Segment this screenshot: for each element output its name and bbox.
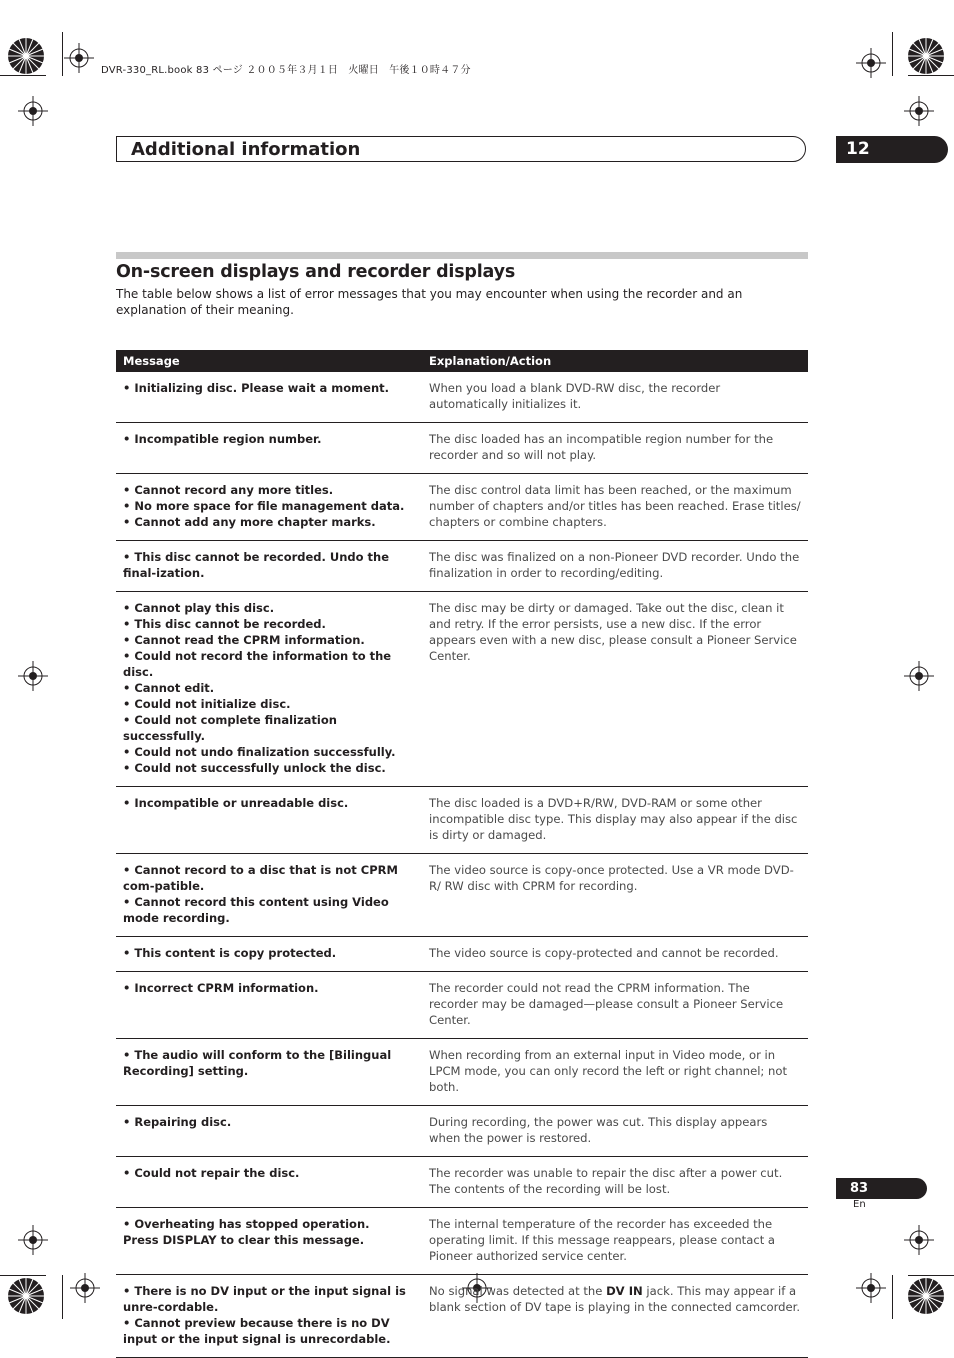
crop-line bbox=[0, 75, 46, 76]
message-line: • Incompatible region number. bbox=[123, 432, 322, 446]
dv-in-jack-label: DV IN bbox=[606, 1284, 643, 1298]
message-line: • Could not repair the disc. bbox=[123, 1166, 300, 1180]
table-row bbox=[116, 854, 808, 937]
message-line: • No more space for file management data. bbox=[123, 499, 405, 513]
message-line: • Cannot read the CPRM information. bbox=[123, 633, 365, 647]
crop-line bbox=[908, 1275, 954, 1276]
message-line: Press DISPLAY to clear this message. bbox=[123, 1233, 365, 1247]
explanation-cell: The disc control data limit has been reached, or the maximum number of chapters and/or titles has been reached. Erase titles/ chapters or combine chapters. bbox=[422, 474, 808, 541]
table-row bbox=[116, 1106, 808, 1157]
message-line: • Could not complete finalization successfully. bbox=[123, 713, 337, 743]
message-line: • Could not successfully unlock the disc. bbox=[123, 761, 386, 775]
explanation-cell: When you load a blank DVD-RW disc, the recorder automatically initializes it. bbox=[422, 372, 808, 423]
crosshair-target-top-right bbox=[856, 48, 886, 78]
message-cell bbox=[116, 1039, 422, 1106]
explanation-cell: The recorder could not read the CPRM information. The recorder may be damaged—please consult a Pioneer Service Center. bbox=[422, 972, 808, 1039]
explanation-text: jack. This may appear if a blank section of DV tape is playing in the connected camcorder. bbox=[429, 1284, 801, 1314]
running-header bbox=[116, 136, 806, 162]
message-cell bbox=[116, 372, 422, 423]
crosshair-target-bottom-right bbox=[856, 1273, 886, 1303]
message-line: • This content is copy protected. bbox=[123, 946, 337, 960]
message-line: • Cannot add any more chapter marks. bbox=[123, 515, 376, 529]
registration-mark-bottom-right bbox=[906, 1276, 946, 1316]
explanation-cell bbox=[422, 1275, 808, 1358]
chapter-number: 12 bbox=[846, 139, 870, 159]
message-line: • Incompatible or unreadable disc. bbox=[123, 796, 349, 810]
registration-mark-top-left bbox=[6, 36, 46, 76]
explanation-cell: The video source is copy-once protected. Use a VR mode DVD-R/ RW disc with CPRM for recording. bbox=[422, 854, 808, 937]
header-title: Additional information bbox=[131, 139, 361, 160]
table-row bbox=[116, 1275, 808, 1358]
crosshair-target-top-left bbox=[64, 43, 94, 73]
explanation-cell: The video source is copy-protected and cannot be recorded. bbox=[422, 937, 808, 972]
print-file-header: DVR-330_RL.book 83 ページ ２００５年３月１日 火曜日 午後１０時４７分 bbox=[101, 65, 471, 76]
table-row bbox=[116, 372, 808, 423]
message-line: • Overheating has stopped operation. bbox=[123, 1217, 370, 1231]
message-line: • Incorrect CPRM information. bbox=[123, 981, 319, 995]
table-row bbox=[116, 1208, 808, 1275]
message-cell bbox=[116, 1106, 422, 1157]
crosshair-target-left-lower bbox=[18, 1225, 48, 1255]
page-language: En bbox=[853, 1199, 866, 1210]
table-row bbox=[116, 592, 808, 787]
message-cell bbox=[116, 1275, 422, 1358]
message-line: • Cannot edit. bbox=[123, 681, 215, 695]
message-line: • Could not record the information to the disc. bbox=[123, 649, 392, 679]
explanation-cell: The internal temperature of the recorder has exceeded the operating limit. If this message reappears, please contact a Pioneer authorized service center. bbox=[422, 1208, 808, 1275]
table-row bbox=[116, 541, 808, 592]
table-row bbox=[116, 972, 808, 1039]
explanation-cell: During recording, the power was cut. This display appears when the power is restored. bbox=[422, 1106, 808, 1157]
message-cell bbox=[116, 787, 422, 854]
table-row bbox=[116, 423, 808, 474]
page-number-tab bbox=[836, 1178, 927, 1199]
message-line: • Cannot record this content using Video mode recording. bbox=[123, 895, 389, 925]
column-header-message: Message bbox=[116, 350, 422, 372]
message-line: • Could not initialize disc. bbox=[123, 697, 291, 711]
table-header-row bbox=[116, 350, 808, 372]
message-line: • Initializing disc. Please wait a moment. bbox=[123, 381, 389, 395]
crop-line bbox=[62, 1275, 63, 1319]
crosshair-target-left-upper bbox=[18, 96, 48, 126]
registration-mark-bottom-left bbox=[6, 1276, 46, 1316]
explanation-cell: The disc was finalized on a non-Pioneer DVD recorder. Undo the finalization in order to recording/editing. bbox=[422, 541, 808, 592]
message-cell bbox=[116, 937, 422, 972]
explanation-cell: The disc may be dirty or damaged. Take out the disc, clean it and retry. If the error persists, use a new disc. If the error appears even with a new disc, please consult a Pioneer Service Center. bbox=[422, 592, 808, 787]
table-row bbox=[116, 474, 808, 541]
page-number: 83 bbox=[850, 1181, 869, 1196]
message-line: • Could not undo finalization successfully. bbox=[123, 745, 396, 759]
message-line: • This disc cannot be recorded. Undo the final-ization. bbox=[123, 550, 390, 580]
crosshair-target-bottom-left bbox=[70, 1273, 100, 1303]
message-line: • Repairing disc. bbox=[123, 1115, 232, 1129]
table-row bbox=[116, 1157, 808, 1208]
message-cell bbox=[116, 1208, 422, 1275]
message-cell bbox=[116, 854, 422, 937]
message-line: • The audio will conform to the [Bilingual Recording] setting. bbox=[123, 1048, 392, 1078]
message-cell bbox=[116, 1157, 422, 1208]
message-cell bbox=[116, 592, 422, 787]
crosshair-target-right-upper bbox=[904, 96, 934, 126]
explanation-cell: The disc loaded is a DVD+R/RW, DVD-RAM or some other incompatible disc type. This display may also appear if the disc is dirty or damaged. bbox=[422, 787, 808, 854]
table-row bbox=[116, 1039, 808, 1106]
explanation-text: No signal was detected at the bbox=[429, 1284, 607, 1298]
section-title: On-screen displays and recorder displays bbox=[116, 262, 516, 282]
message-line: • Cannot play this disc. bbox=[123, 601, 275, 615]
section-intro: The table below shows a list of error messages that you may encounter when using the recorder and an explanation of their meaning. bbox=[116, 287, 743, 317]
table-row bbox=[116, 787, 808, 854]
explanation-cell: The recorder was unable to repair the disc after a power cut. The contents of the recording will be lost. bbox=[422, 1157, 808, 1208]
message-cell bbox=[116, 474, 422, 541]
registration-mark-top-right bbox=[906, 36, 946, 76]
message-line: • This disc cannot be recorded. bbox=[123, 617, 326, 631]
crosshair-target-left-middle bbox=[18, 661, 48, 691]
message-cell bbox=[116, 972, 422, 1039]
chapter-tab bbox=[836, 136, 948, 163]
crop-line bbox=[0, 1275, 46, 1276]
message-cell bbox=[116, 541, 422, 592]
crop-line bbox=[908, 75, 954, 76]
crosshair-target-right-middle bbox=[904, 661, 934, 691]
table-row bbox=[116, 937, 808, 972]
column-header-explanation: Explanation/Action bbox=[422, 350, 808, 372]
error-message-table bbox=[116, 350, 808, 1358]
section-rule bbox=[116, 252, 808, 259]
message-line: • There is no DV input or the input signal is unre-cordable. bbox=[123, 1284, 406, 1314]
message-line: • Cannot preview because there is no DV input or the input signal is unrecordable. bbox=[123, 1316, 391, 1346]
crop-line bbox=[62, 32, 63, 76]
explanation-cell: The disc loaded has an incompatible region number for the recorder and so will not play. bbox=[422, 423, 808, 474]
message-cell bbox=[116, 423, 422, 474]
explanation-cell: When recording from an external input in Video mode, or in LPCM mode, you can only record the left or right channel; not both. bbox=[422, 1039, 808, 1106]
message-line: • Cannot record any more titles. bbox=[123, 483, 334, 497]
message-line: • Cannot record to a disc that is not CPRM com-patible. bbox=[123, 863, 398, 893]
crosshair-target-right-lower bbox=[904, 1225, 934, 1255]
crop-line bbox=[892, 1275, 893, 1319]
crop-line bbox=[892, 32, 893, 76]
